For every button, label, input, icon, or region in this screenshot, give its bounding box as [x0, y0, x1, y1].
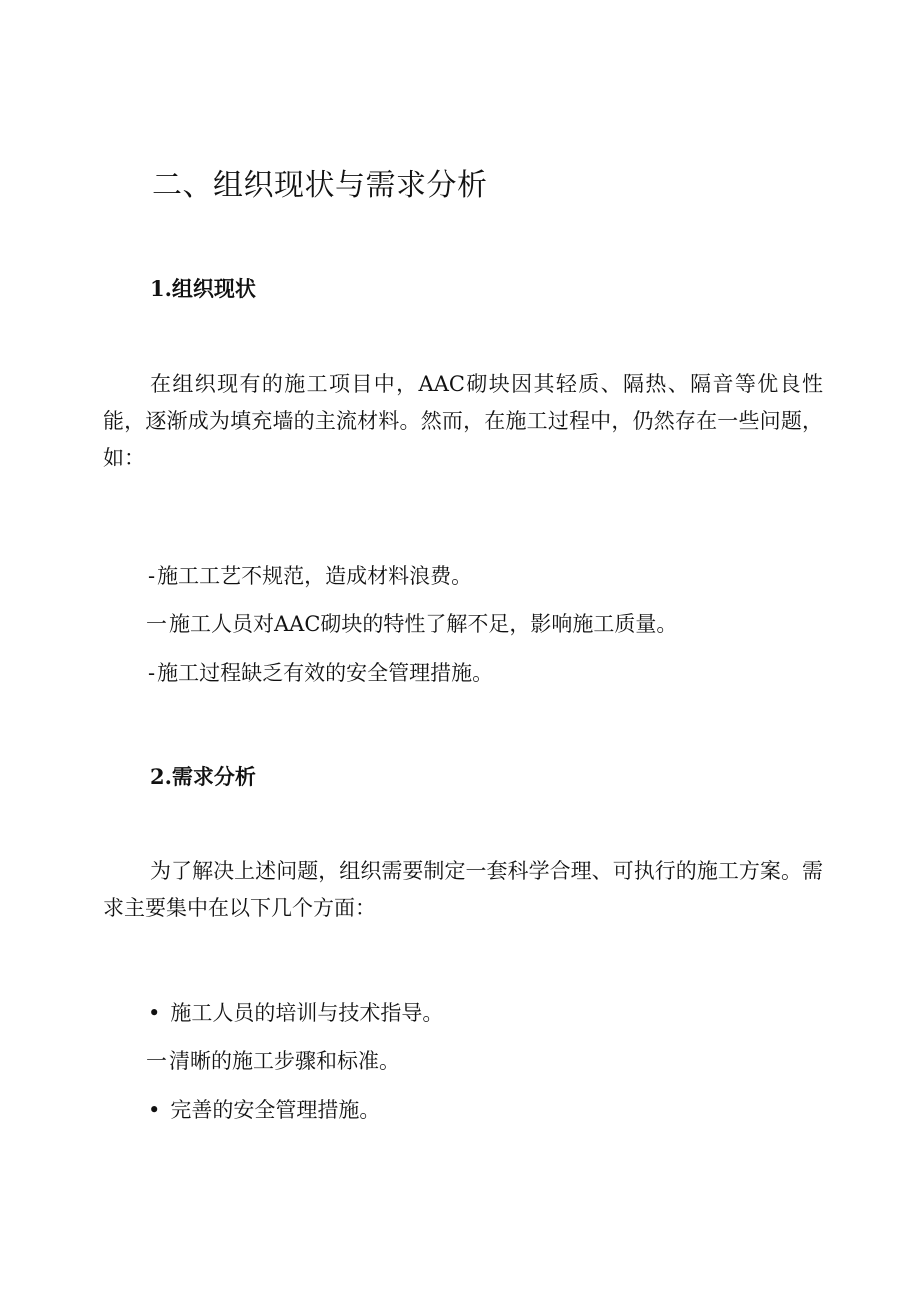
- section-paragraph-needs-analysis: 为了解决上述问题，组织需要制定一套科学合理、可执行的施工方案。需求主要集中在以下几个方面：: [103, 859, 823, 920]
- list-item: [148, 1095, 380, 1125]
- list-item: [146, 609, 677, 639]
- list-item: [146, 1046, 400, 1076]
- list-marker: 一: [146, 1049, 167, 1073]
- list-item: [148, 998, 443, 1028]
- list-marker: -: [148, 564, 156, 588]
- bullet-icon: •: [148, 1098, 161, 1122]
- page-title: 二、组织现状与需求分析: [152, 168, 488, 203]
- list-item: [148, 658, 493, 688]
- list-item: [148, 561, 472, 591]
- bullet-icon: •: [148, 1001, 161, 1025]
- list-marker: -: [148, 661, 156, 685]
- list-item-text: 施工过程缺乏有效的安全管理措施。: [157, 661, 494, 685]
- list-marker: 一: [146, 612, 167, 636]
- list-item-text: 施工工艺不规范，造成材料浪费。: [157, 564, 473, 588]
- list-item-text: 完善的安全管理措施。: [170, 1098, 381, 1122]
- section-heading-needs-analysis: 2.需求分析: [150, 764, 256, 789]
- list-item-text: 清晰的施工步骤和标准。: [169, 1049, 400, 1073]
- section-paragraph-current-status: 在组织现有的施工项目中，AAC砌块因其轻质、隔热、隔音等优良性能，逐渐成为填充墙的主流材料。然而，在施工过程中，仍然存在一些问题，如：: [103, 372, 823, 470]
- list-item-text: 施工人员对AAC砌块的特性了解不足，影响施工质量。: [169, 612, 678, 636]
- section-heading-current-status: 1.组织现状: [150, 276, 256, 301]
- list-item-text: 施工人员的培训与技术指导。: [170, 1001, 444, 1025]
